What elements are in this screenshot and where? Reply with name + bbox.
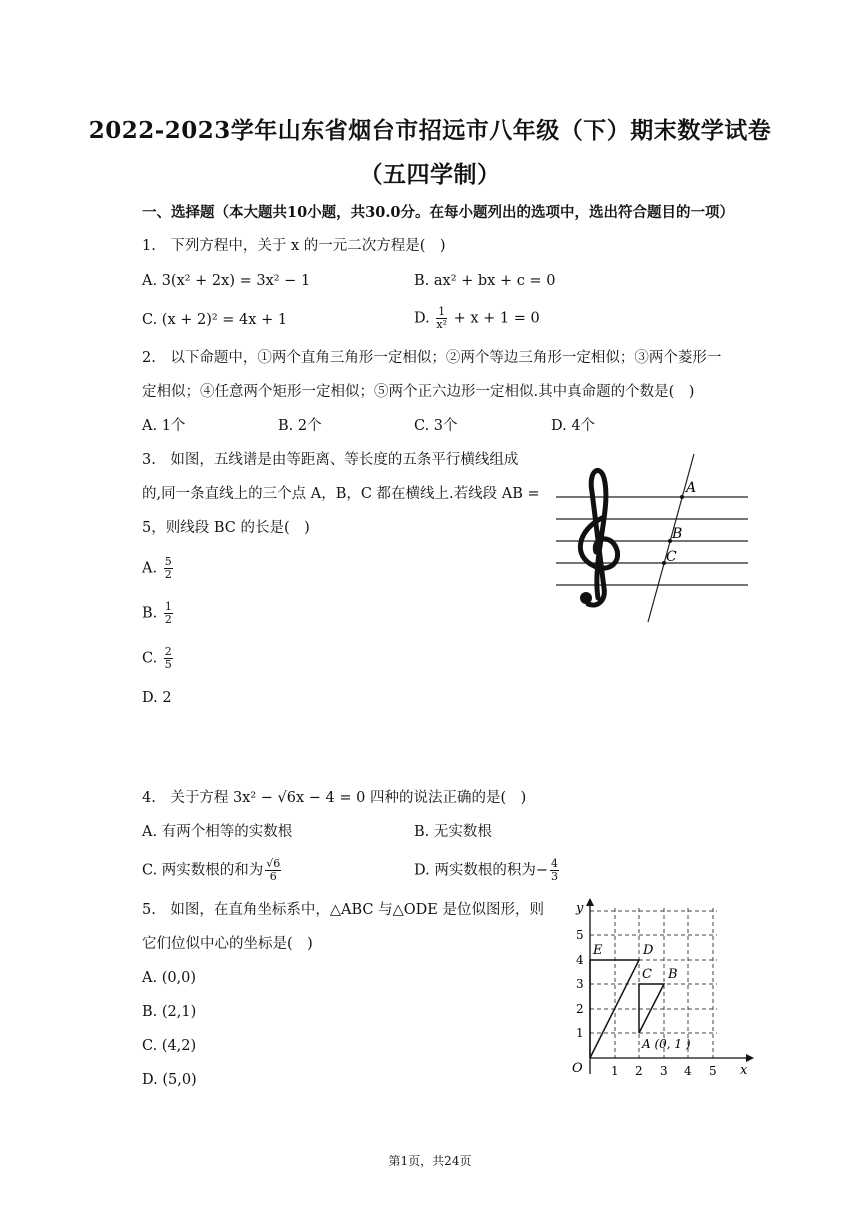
q1-option-d: D. $\frac{1}{\text{x²}}$ + x + 1 = 0 <box>414 305 540 331</box>
q3-stem-line2: 的,同一条直线上的三个点 A，B，C 都在横线上.若线段 AB = <box>142 486 540 502</box>
y-tick: 2 <box>576 1002 584 1016</box>
x-tick: 2 <box>635 1064 643 1078</box>
y-tick: 4 <box>576 953 584 967</box>
paper-title: 2022-2023学年山东省烟台市招远市八年级（下）期末数学试卷 <box>88 117 772 144</box>
q2-stem-line2: 定相似；④任意两个矩形一定相似；⑤两个正六边形一定相似.其中真命题的个数是( ) <box>142 384 695 400</box>
staff-figure <box>548 448 754 628</box>
q5-stem-line2: 它们位似中心的坐标是( ) <box>142 936 313 952</box>
page-footer: 第1页，共24页 <box>388 1154 472 1168</box>
fraction: $\frac{5}{2}$ <box>164 555 172 581</box>
q5-option-b: B. (2,1) <box>142 1004 197 1020</box>
axis-x-label: x <box>740 1063 748 1078</box>
q4-option-c: C. 两实数根的和为 $\frac{√6}{6}$ <box>142 857 281 883</box>
paper-subtitle: （五四学制） <box>359 161 501 188</box>
axis-y-label: y <box>576 901 584 916</box>
q3-option-a: A. $\frac{5}{2}$ <box>142 555 172 581</box>
label-c: C <box>642 967 652 982</box>
fraction: $\frac{4}{3}$ <box>550 857 558 883</box>
q3-stem-line3: 5，则线段 BC 的长是( ) <box>142 520 310 536</box>
label-b: B <box>668 967 678 982</box>
x-tick: 5 <box>709 1064 717 1078</box>
q3-option-b: B. $\frac{1}{2}$ <box>142 600 172 626</box>
fraction: $\frac{√6}{6}$ <box>266 857 281 883</box>
q5-stem-line1: 5. 如图，在直角坐标系中，△ABC 与△ODE 是位似图形，则 <box>142 902 544 918</box>
fraction: $\frac{1}{2}$ <box>164 600 172 626</box>
q2-option-c: C. 3个 <box>414 418 458 434</box>
label-c: C <box>666 549 677 565</box>
section-heading: 一、选择题（本大题共10小题，共30.0分。在每小题列出的选项中，选出符合题目的一项） <box>142 204 734 221</box>
q3-option-d: D. 2 <box>142 690 172 706</box>
coordinate-figure <box>560 898 756 1080</box>
q1-option-b: B. ax² + bx + c = 0 <box>414 273 556 289</box>
label-d: D <box>643 943 654 958</box>
fraction: $\frac{1}{\text{x²}}$ <box>436 305 447 331</box>
y-tick: 3 <box>576 977 584 991</box>
q3-stem-line1: 3. 如图，五线谱是由等距离、等长度的五条平行横线组成 <box>142 452 519 468</box>
label-e: E <box>593 943 603 958</box>
q2-option-b: B. 2个 <box>278 418 322 434</box>
y-tick: 5 <box>576 928 584 942</box>
fraction: $\frac{2}{5}$ <box>164 645 172 671</box>
origin-label: O <box>572 1061 583 1076</box>
q5-option-c: C. (4,2) <box>142 1038 197 1054</box>
q1-stem: 1. 下列方程中，关于 x 的一元二次方程是( ) <box>142 238 446 254</box>
q4-stem: 4. 关于方程 3x² − √6x − 4 = 0 四种的说法正确的是( ) <box>142 790 527 806</box>
label-b: B <box>672 526 683 542</box>
q4-option-b: B. 无实数根 <box>414 824 492 840</box>
q4-option-a: A. 有两个相等的实数根 <box>142 824 293 840</box>
y-tick: 1 <box>576 1026 584 1040</box>
q3-option-c: C. $\frac{2}{5}$ <box>142 645 172 671</box>
q2-stem-line1: 2. 以下命题中，①两个直角三角形一定相似；②两个等边三角形一定相似；③两个菱形一 <box>142 350 722 366</box>
x-tick: 3 <box>660 1064 668 1078</box>
q2-option-a: A. 1个 <box>142 418 186 434</box>
x-tick: 4 <box>684 1064 692 1078</box>
q4-option-d: D. 两实数根的积为− $\frac{4}{3}$ <box>414 857 558 883</box>
q1-option-c: C. (x + 2)² = 4x + 1 <box>142 312 288 328</box>
label-a: A <box>686 480 697 496</box>
q5-option-d: D. (5,0) <box>142 1072 197 1088</box>
point-a <box>680 495 684 499</box>
q5-option-a: A. (0,0) <box>142 970 197 986</box>
label-a: A (0, 1 ) <box>642 1037 691 1051</box>
q1-option-a: A. 3(x² + 2x) = 3x² − 1 <box>142 273 311 289</box>
q2-option-d: D. 4个 <box>551 418 596 434</box>
x-tick: 1 <box>611 1064 619 1078</box>
